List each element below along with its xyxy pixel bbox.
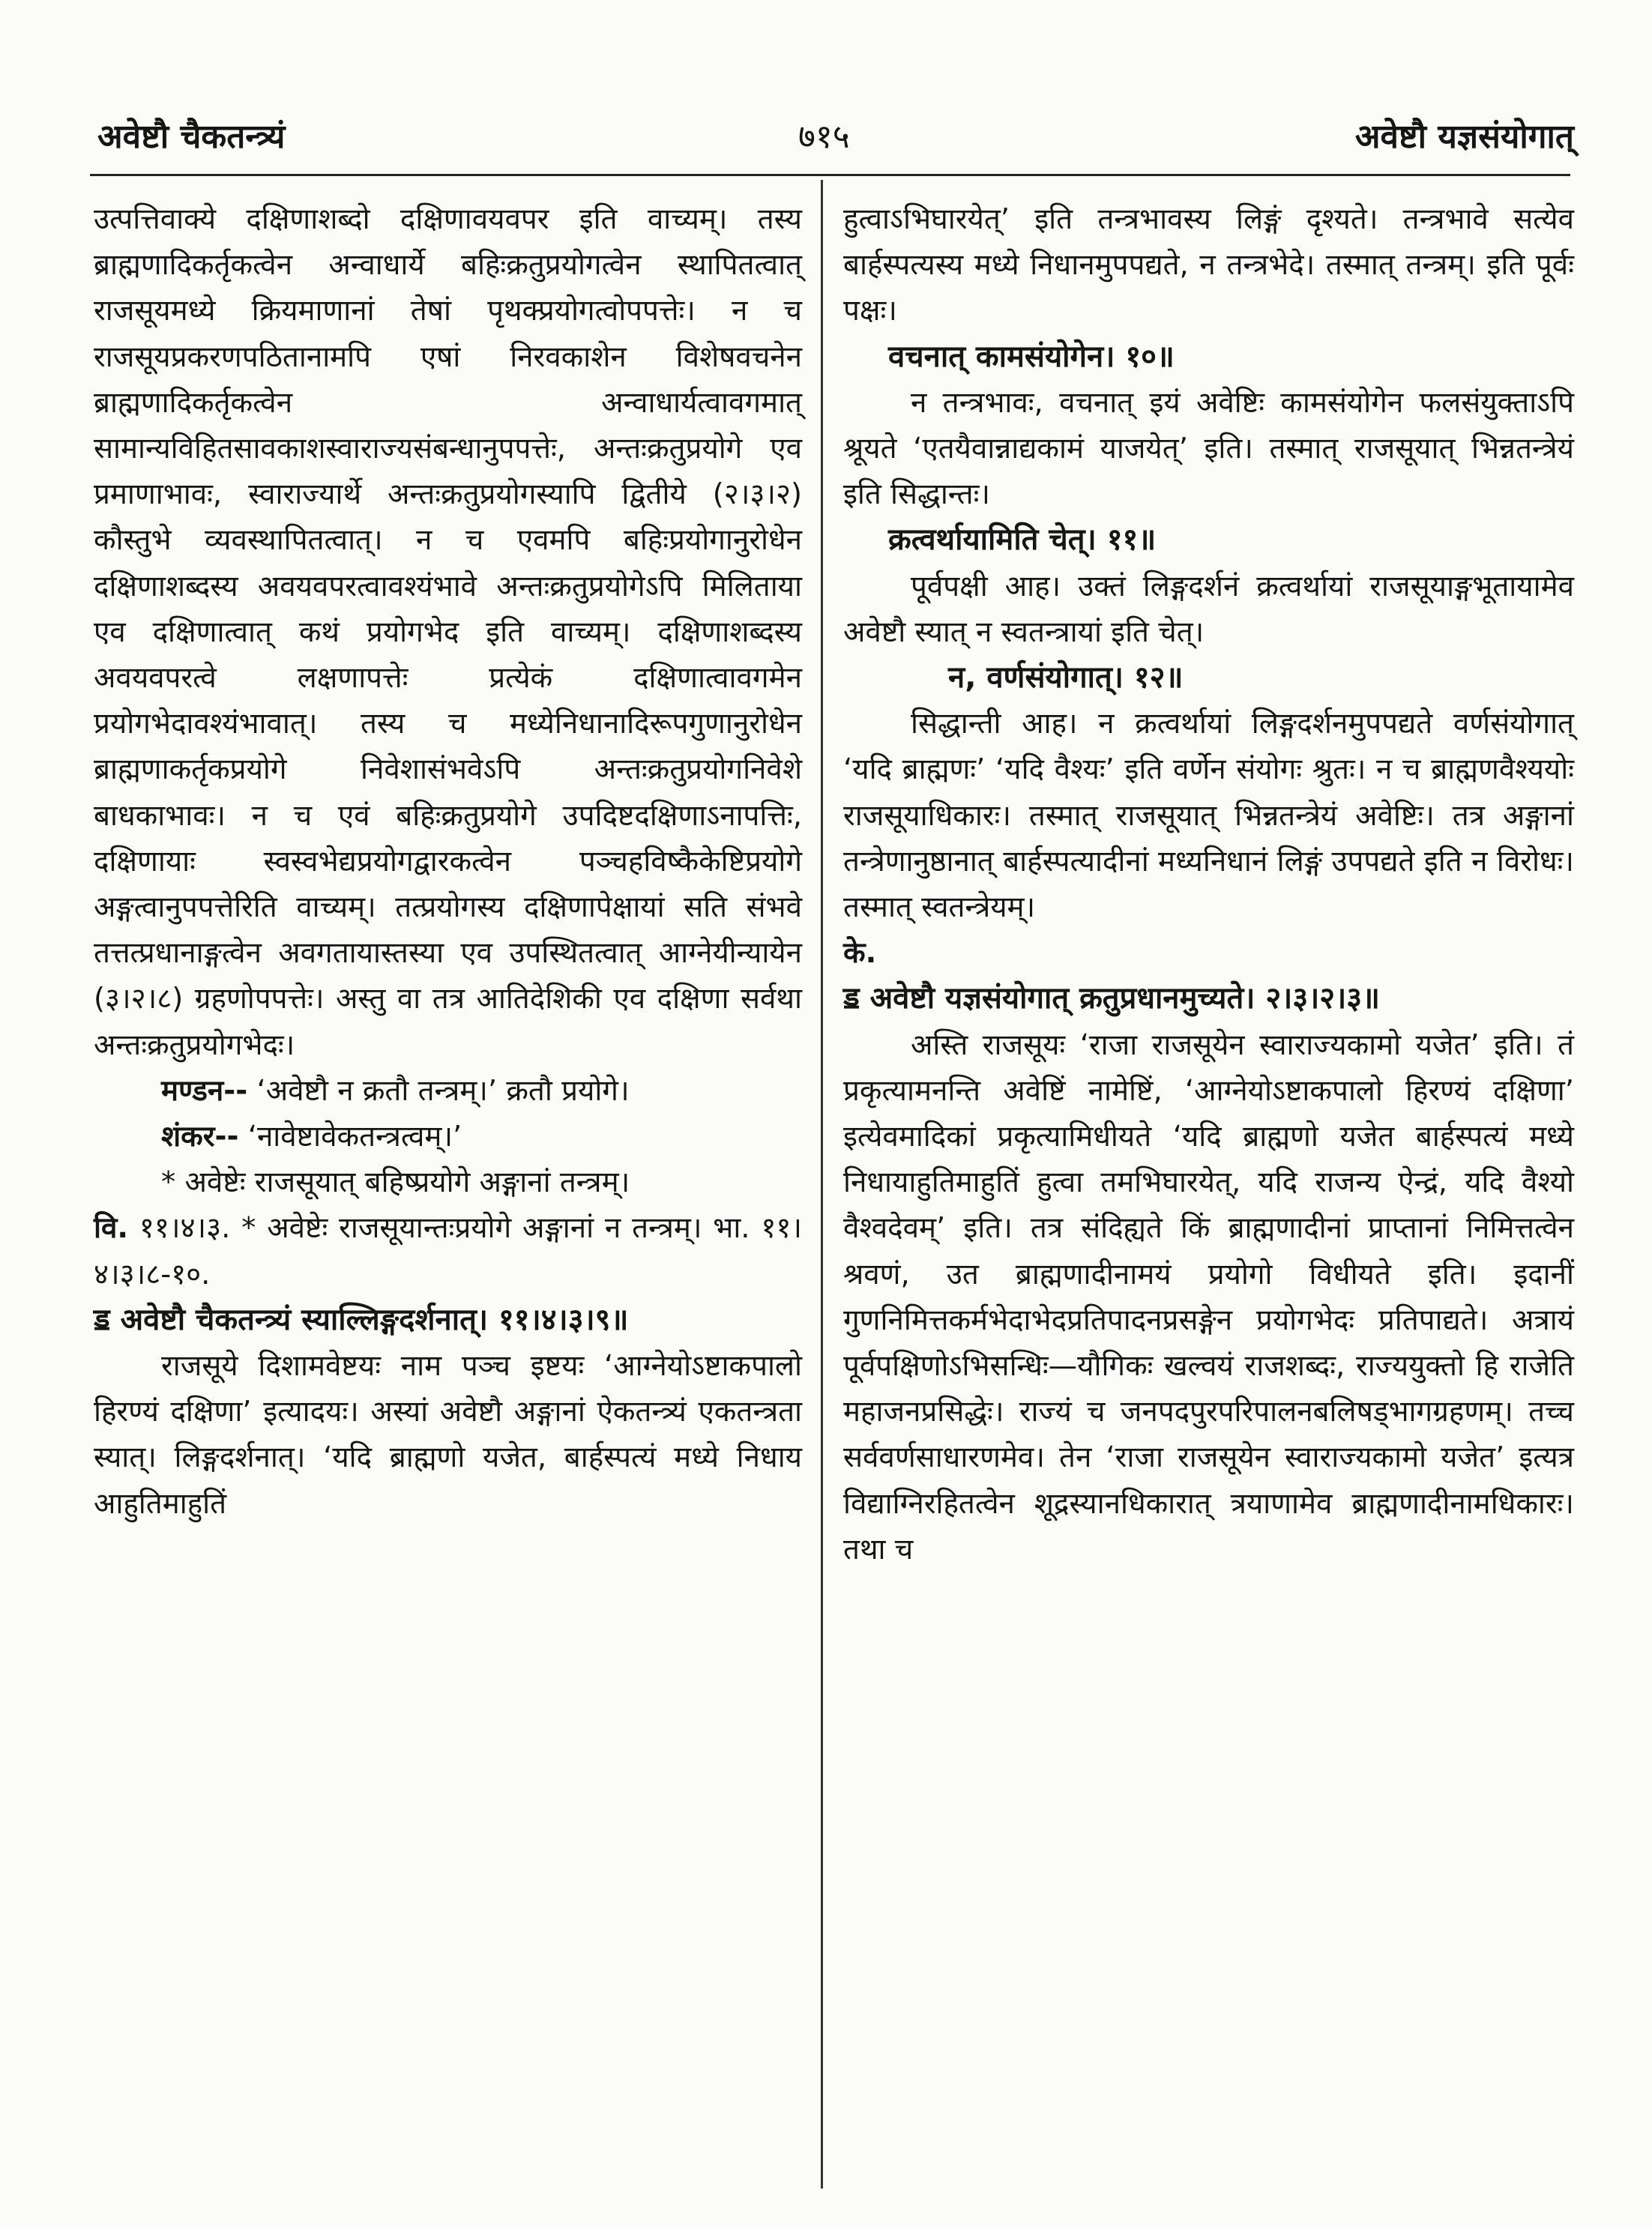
mandana-text: ‘अवेष्टौ न क्रतौ तन्त्रम्।’ क्रतौ प्रयोगे।: [256, 1073, 630, 1108]
footnote-2-text: ११।४।३. * अवेष्टेः राजसूयान्तःप्रयोगे अङ्गानां न तन्त्रम्। भा. ११।४।३।८-१०.: [94, 1211, 802, 1291]
mandana-quote: [94, 1068, 802, 1114]
shankara-label: शंकर--: [161, 1120, 239, 1154]
header-left-title: अवेष्टौ चैकतन्त्र्यं: [97, 118, 286, 156]
sutra-12: न, वर्णसंयोगात्। १२॥: [948, 660, 1184, 696]
right-paragraph-3: पूर्वपक्षी आह। उक्तं लिङ्गदर्शनं क्रत्वर्थायां राजसूयाङ्गभूतायामेव अवेष्टौ स्यात् न स्वतन्त्रायां इति चेत्।: [843, 569, 1574, 649]
shankara-quote: [94, 1114, 802, 1159]
footnote-2: [94, 1205, 802, 1297]
right-paragraph-5: अस्ति राजसूयः ‘राजा राजसूयेन स्वाराज्यकामो यजेत’ इति। तं प्रकृत्यामनन्ति अवेष्टिं नामेष्टिं, ‘आग्नेयोऽष्टाकपालो हिरण्यं दक्षिणा’ इत्येवमादिकां प्रकृत्यामिधीयते ‘यदि ब्राह्मणो यजेत बार्हस्पत्यं मध्ये निधायाहुतिमाहुतिं हुत्वा तमभिघारयेत्, यदि राजन्य ऐन्द्रं, यदि वैश्यो वैश्वदेवम्’ इति। तत्र संदिह्यते किं ब्राह्मणादीनां प्राप्तानां निमित्तत्वेन श्रवणं, उत ब्राह्मणादीनामयं प्रयोगो विधीयते इति। इदानीं गुणनिमित्तकर्मभेदाभेदप्रतिपादनप्रसङ्गेन प्रयोगभेदः प्रतिपाद्यते। अत्रायं पूर्वपक्षिणोऽभिसन्धिः—यौगिकः खल्वयं राजशब्दः, राज्ययुक्तो हि राजेति महाजनप्रसिद्धेः। राज्यं च जनपदपुरपरिपालनबलिषड्भागग्रहणम्। तच्च सर्ववर्णसाधारणमेव। तेन ‘राजा राजसूयेन स्वाराज्यकामो यजेत’ इत्यत्र विद्याग्निरहितत्वेन शूद्रस्यानधिकारात् त्रयाणामेव ब्राह्मणादीनामधिकारः। तथा च: [843, 1028, 1574, 1566]
right-paragraph-2: न तन्त्रभावः, वचनात् इयं अवेष्टिः कामसंयोगेन फलसंयुक्ताऽपि श्रूयते ‘एतयैवान्नाद्यकामं याजयेत्’ इति। तस्मात् राजसूयात् भिन्नतन्त्रेयं इति सिद्धान्तः।: [843, 385, 1574, 512]
running-header: [82, 112, 1574, 172]
sutra-marker-icon: ॾ: [94, 1302, 110, 1337]
right-paragraph-4: सिद्धान्ती आह। न क्रत्वर्थायां लिङ्गदर्शनमुपपद्यते वर्णसंयोगात् ‘यदि ब्राह्मणः’ ‘यदि वैश्यः’ इति वर्णेन संयोगः श्रुतः। न च ब्राह्मणवैश्ययोः राजसूयाधिकारः। तस्मात् राजसूयात् भिन्नतन्त्रेयं अवेष्टिः। तत्र अङ्गानां तन्त्रेणानुष्ठानात् बार्हस्पत्यादीनां मध्यनिधानं लिङ्गं उपपद्यते इति न विरोधः। तस्मात् स्वतन्त्रेयम्।: [843, 707, 1574, 925]
header-right-title: अवेष्टौ यज्ञसंयोगात्: [1354, 118, 1574, 156]
sutra-10: वचनात् कामसंयोगेन। १०॥: [888, 339, 1175, 374]
footnote-1: * अवेष्टेः राजसूयात् बहिष्प्रयोगे अङ्गानां तन्त्रम्।: [161, 1165, 630, 1200]
sutra-heading-right: [843, 976, 1574, 1022]
footnote-2-prefix: वि.: [94, 1211, 129, 1246]
left-column: [94, 196, 802, 1527]
column-divider: [821, 180, 823, 2189]
sutra-heading-left: [94, 1297, 802, 1343]
right-paragraph-1: हुत्वाऽभिघारयेत्’ इति तन्त्रभावस्य लिङ्गं दृश्यते। तन्त्रभावे सत्येव बार्हस्पत्यस्य मध्ये निधानमुपपद्यते, न तन्त्रभेदे। तस्मात् तन्त्रम्। इति पूर्वः पक्षः।: [843, 202, 1574, 328]
right-column: [843, 196, 1574, 1572]
sutra-title-left: अवेष्टौ चैकतन्त्र्यं स्याल्लिङ्गदर्शनात्। ११।४।३।९॥: [120, 1302, 629, 1337]
header-rule: [90, 174, 1570, 176]
ke-label: के.: [843, 936, 877, 971]
shankara-text: ‘नावेष्टावेकतन्त्रत्वम्।’: [247, 1120, 462, 1154]
sutra-title-right: अवेष्टौ यज्ञसंयोगात् क्रतुप्रधानमुच्यते। २।३।२।३॥: [869, 981, 1380, 1016]
sutra-11: क्रत्वर्थायामिति चेत्। ११॥: [888, 522, 1157, 558]
page-number: ७१५: [798, 118, 850, 156]
left-paragraph-1: उत्पत्तिवाक्ये दक्षिणाशब्दो दक्षिणावयवपर इति वाच्यम्। तस्य ब्राह्मणादिकर्तृकत्वेन अन्वाधार्ये बहिःक्रतुप्रयोगत्वेन स्थापितत्वात् राजसूयमध्ये क्रियमाणानां तेषां पृथक्प्रयोगत्वोपपत्तेः। न च राजसूयप्रकरणपठितानामपि एषां निरवकाशेन विशेषवचनेन ब्राह्मणादिकर्तृकत्वेन अन्वाधार्यत्वावगमात् सामान्यविहितसावकाशस्वाराज्यसंबन्धानुपपत्तेः, अन्तःक्रतुप्रयोगे एव प्रमाणाभावः, स्वाराज्यार्थे अन्तःक्रतुप्रयोगस्यापि द्वितीये (२।३।२) कौस्तुभे व्यवस्थापितत्वात्। न च एवमपि बहिःप्रयोगानुरोधेन दक्षिणाशब्दस्य अवयवपरत्वावश्यंभावे अन्तःक्रतुप्रयोगेऽपि मिलिताया एव दक्षिणात्वात् कथं प्रयोगभेद इति वाच्यम्। दक्षिणाशब्दस्य अवयवपरत्वे लक्षणापत्तेः प्रत्येकं दक्षिणात्वावगमेन प्रयोगभेदावश्यंभावात्। तस्य च मध्येनिधानादिरूपगुणानुरोधेन ब्राह्मणाकर्तृकप्रयोगे निवेशासंभवेऽपि अन्तःक्रतुप्रयोगनिवेशे बाधकाभावः। न च एवं बहिःक्रतुप्रयोगे उपदिष्टदक्षिणाऽनापत्तिः, दक्षिणायाः स्वस्वभेद्यप्रयोगद्वारकत्वेन पञ्चहविष्कैकेष्टिप्रयोगे अङ्गत्वानुपपत्तेरिति वाच्यम्। तत्प्रयोगस्य दक्षिणापेक्षायां सति संभवे तत्तत्प्रधानाङ्गत्वेन अवगतायास्तस्या एव उपस्थितत्वात् आग्नेयीन्यायेन (३।२।८) ग्रहणोपपत्तेः। अस्तु वा तत्र आतिदेशिकी एव दक्षिणा सर्वथा अन्तःक्रतुप्रयोगभेदः।: [94, 202, 802, 1062]
sutra-marker-icon: ॾ: [843, 981, 860, 1016]
left-paragraph-2: राजसूये दिशामवेष्टयः नाम पञ्च इष्टयः ‘आग्नेयोऽष्टाकपालो हिरण्यं दक्षिणा’ इत्यादयः। अस्यां अवेष्टौ अङ्गानां ऐकतन्त्र्यं एकतन्त्रता स्यात्। लिङ्गदर्शनात्। ‘यदि ब्राह्मणो यजेत, बार्हस्पत्यं मध्ये निधाय आहुतिमाहुतिं: [94, 1349, 802, 1521]
mandana-label: मण्डन--: [161, 1073, 248, 1108]
